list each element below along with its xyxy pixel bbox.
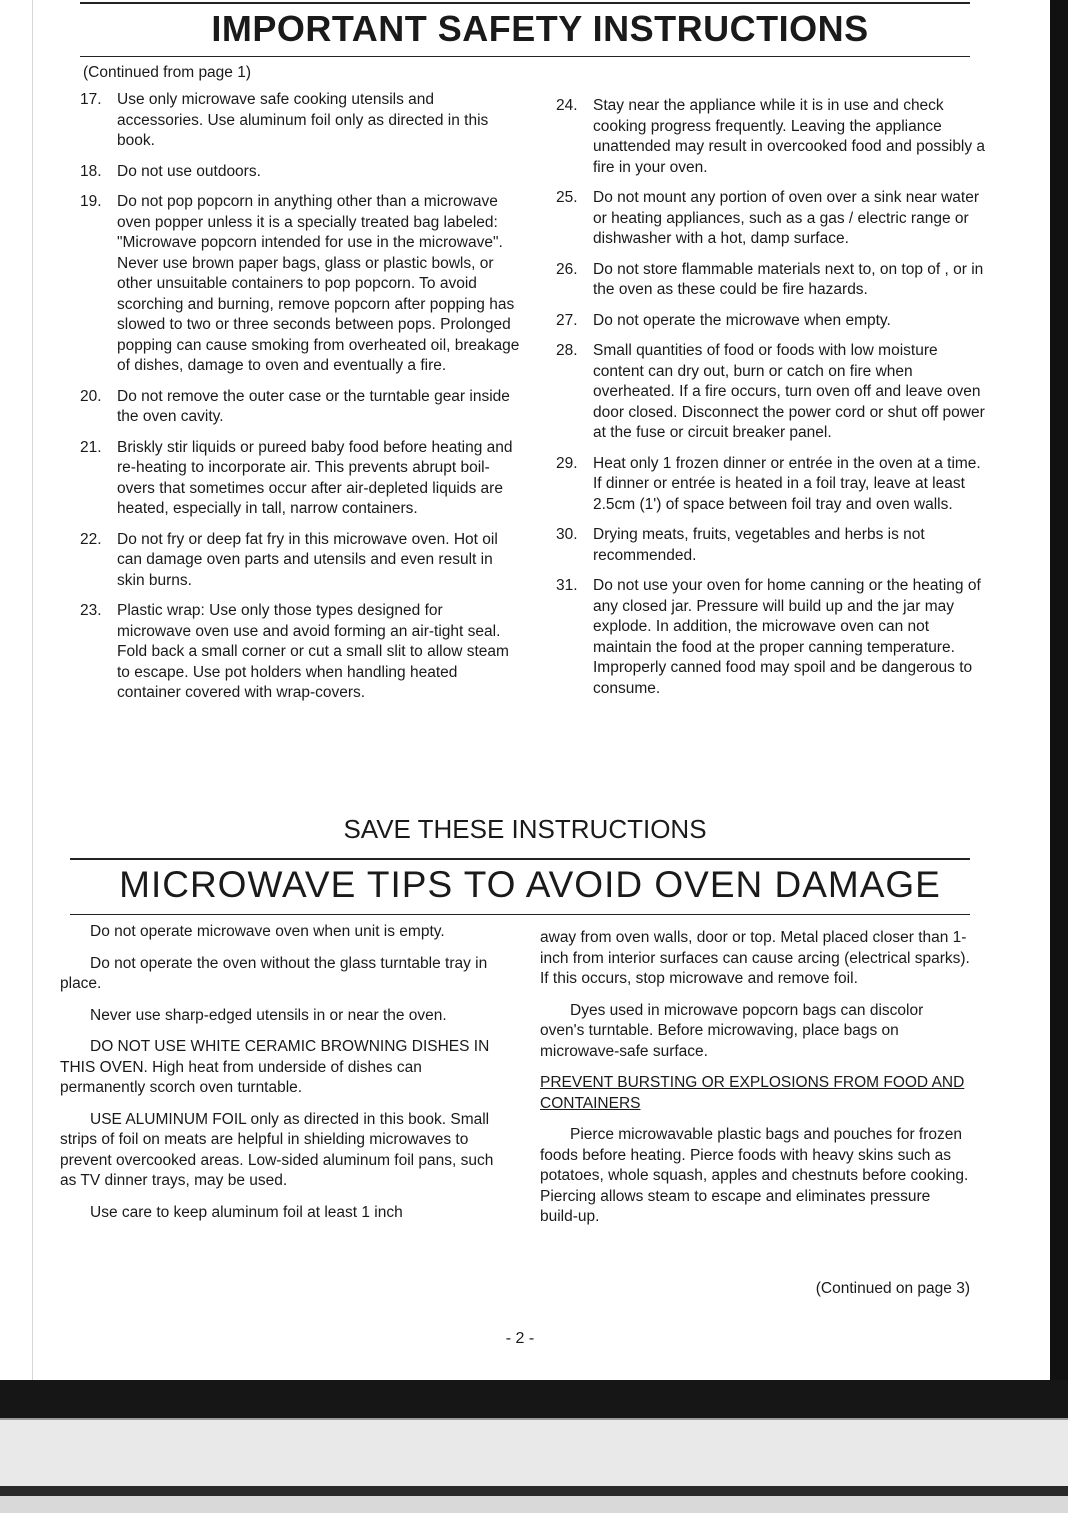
tip-paragraph: Pierce microwavable plastic bags and pouches for frozen foods before heating. Pierce foods with heavy skins such as potatoes, whole squash, apples and chestnuts before cooking. Piercing allows steam to escape and eliminates pressure build-up. [540, 1126, 969, 1225]
scan-edge-right [1050, 0, 1068, 1380]
list-item [80, 601, 520, 704]
list-item [556, 454, 986, 516]
list-item [80, 192, 520, 377]
prevent-bursting-heading: PREVENT BURSTING OR EXPLOSIONS FROM FOOD AND CONTAINERS [540, 1074, 965, 1112]
scanner-band-grey [0, 1418, 1068, 1488]
item-text: Briskly stir liquids or pureed baby food before heating and re-heating to incorporate air. This prevents abrupt boil-overs that sometimes occur after air-depleted liquids are heated, especially in tall, narrow containers. [117, 438, 513, 517]
item-text: Plastic wrap: Use only those types designed for microwave oven use and avoid forming an air-tight seal. Fold back a small corner or cut a small slit to allow steam to escape. Use pot holders when handling heated container covered with wrap-covers. [117, 602, 509, 701]
item-text: Small quantities of food or foods with low moisture content can dry out, burn or catch on fire when overheated. If a fire occurs, turn oven off and leave oven door closed. Disconnect the power cord or shut off power at the fuse or circuit breaker panel. [593, 342, 985, 441]
item-text: Do not operate the microwave when empty. [593, 311, 891, 329]
item-number: 30. [556, 526, 578, 543]
item-number: 28. [556, 342, 578, 359]
tip-paragraph: Do not operate microwave oven when unit is empty. [90, 923, 445, 940]
safety-list-right [556, 96, 986, 709]
tip-paragraph: USE ALUMINUM FOIL only as directed in this book. Small strips of foil on meats are helpful in shielding microwaves to prevent overcooked areas. Low-sided aluminum foil pans, such as TV dinner trays, may be used. [60, 1110, 494, 1189]
item-number: 23. [80, 602, 102, 619]
top-rule [80, 2, 970, 4]
tip-paragraph: DO NOT USE WHITE CERAMIC BROWNING DISHES IN THIS OVEN. High heat from underside of dishes can permanently scorch oven turntable. [60, 1038, 490, 1096]
item-number: 26. [556, 260, 578, 278]
list-item [556, 525, 986, 566]
tips-title: MICROWAVE TIPS TO AVOID OVEN DAMAGE [119, 864, 941, 905]
item-text: Do not fry or deep fat fry in this microwave oven. Hot oil can damage oven parts and utensils and even result in skin burns. [117, 530, 498, 589]
save-instructions: SAVE THESE INSTRUCTIONS [343, 814, 707, 844]
item-text: Do not pop popcorn in anything other than a microwave oven popper unless it is a specially treated bag labeled: "Microwave popcorn intended for use in the microwave". Never use brown paper bags, glass or plastic bowls, or other unsuitable containers to pop popcorn. To avoid scorching and burning, remove popcorn after popping has slowed to two or three seconds between pops. Prolonged popping can cause smoking from overheated oil, breakage of dishes, damage to oven and eventually a fire. [117, 193, 520, 374]
tips-column-left [60, 922, 500, 1234]
item-number: 21. [80, 438, 102, 456]
item-text: Do not mount any portion of oven over a sink near water or heating appliances, such as a gas / electric range or dishwasher with a hot, damp surface. [593, 189, 979, 247]
item-number: 27. [556, 311, 578, 329]
item-number: 19. [80, 193, 102, 210]
list-item [80, 438, 520, 520]
tip-paragraph: away from oven walls, door or top. Metal placed closer than 1-inch from interior surfaces can cause arcing (electrical sparks). If this occurs, stop microwave and remove foil. [540, 929, 970, 987]
scanner-band-line [0, 1486, 1068, 1496]
item-number: 17. [80, 91, 102, 108]
tip-paragraph: Dyes used in microwave popcorn bags can discolor oven's turntable. Before microwaving, place bags on microwave-safe surface. [540, 1001, 924, 1060]
item-text: Do not use your oven for home canning or the heating of any closed jar. Pressure will build up and the jar may explode. In addition, the microwave oven can not maintain the food at the proper canning temperature. Improperly canned food may spoil and be dangerous to consume. [593, 577, 981, 697]
item-number: 20. [80, 387, 102, 405]
tips-underline [70, 914, 970, 915]
list-item [556, 260, 986, 301]
tips-column-right [540, 928, 970, 1239]
item-number: 18. [80, 162, 102, 180]
item-number: 24. [556, 97, 578, 114]
title-underline [80, 56, 970, 57]
item-number: 22. [80, 530, 102, 548]
scanner-band-bottom [0, 1496, 1068, 1513]
item-text: Drying meats, fruits, vegetables and herbs is not recommended. [593, 526, 925, 564]
item-text: Do not store flammable materials next to, on top of , or in the oven as these could be fire hazards. [593, 260, 984, 298]
tip-paragraph: Do not operate the oven without the glass turntable tray in place. [60, 954, 488, 992]
tip-paragraph: Use care to keep aluminum foil at least 1 inch [90, 1203, 403, 1221]
tip-paragraph: Never use sharp-edged utensils in or near the oven. [90, 1006, 447, 1024]
item-text: Use only microwave safe cooking utensils and accessories. Use aluminum foil only as directed in this book. [117, 91, 489, 149]
list-item [556, 576, 986, 699]
list-item [556, 341, 986, 444]
list-item [556, 188, 986, 250]
safety-title: IMPORTANT SAFETY INSTRUCTIONS [211, 8, 869, 49]
scan-edge-left [32, 0, 33, 1380]
list-item [80, 387, 520, 428]
page-number: - 2 - [505, 1330, 535, 1347]
continued-from: (Continued from page 1) [83, 64, 252, 81]
item-number: 25. [556, 189, 578, 206]
scanner-band-dark [0, 1380, 1068, 1418]
continued-on: (Continued on page 3) [815, 1280, 970, 1297]
item-text: Stay near the appliance while it is in use and check cooking progress frequently. Leaving the appliance unattended may result in overcooked food and possibly a fire in your oven. [593, 97, 986, 176]
list-item [80, 90, 520, 152]
list-item [80, 530, 520, 592]
item-number: 31. [556, 577, 578, 594]
list-item [80, 162, 520, 183]
tips-top-rule [70, 858, 970, 860]
list-item [556, 96, 986, 178]
safety-list-left [80, 90, 520, 714]
item-number: 29. [556, 454, 578, 472]
list-item [556, 311, 986, 332]
item-text: Do not remove the outer case or the turntable gear inside the oven cavity. [117, 387, 510, 425]
item-text: Heat only 1 frozen dinner or entrée in the oven at a time. If dinner or entrée is heated in a foil tray, leave at least 2.5cm (1') of space between foil tray and oven walls. [593, 454, 981, 513]
item-text: Do not use outdoors. [117, 162, 261, 180]
